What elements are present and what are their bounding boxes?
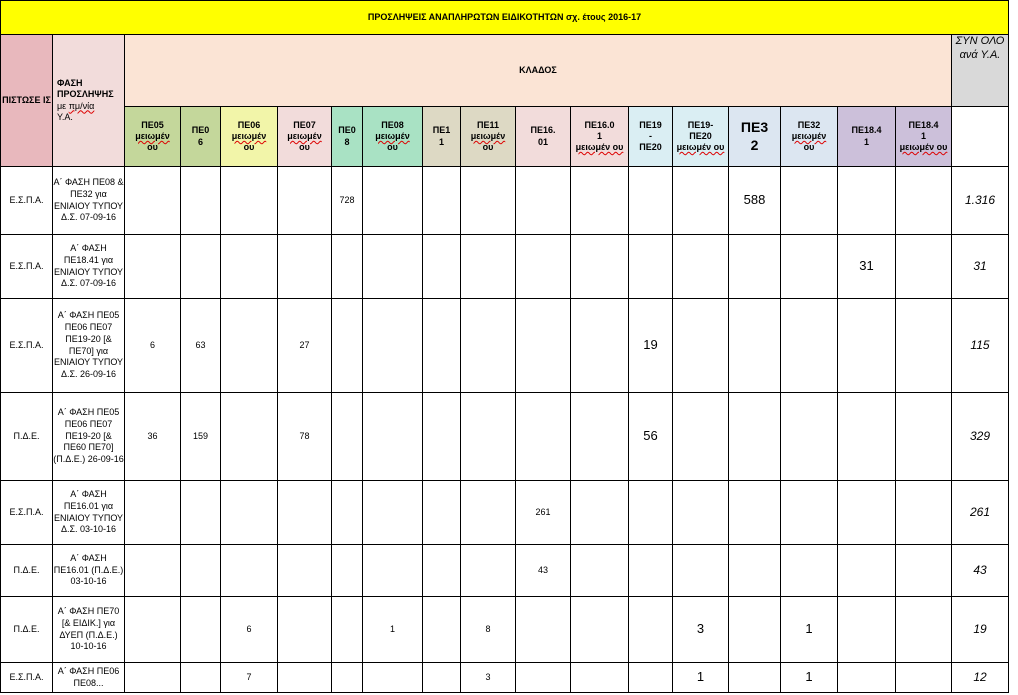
row-cell[interactable] bbox=[781, 481, 838, 545]
row-cell[interactable] bbox=[332, 663, 363, 693]
row-funding: Π.Δ.Ε. bbox=[1, 393, 53, 481]
column-code-line2: 01 bbox=[537, 136, 548, 147]
row-cell[interactable]: 7 bbox=[221, 663, 278, 693]
row-cell[interactable] bbox=[278, 663, 332, 693]
column-code-line3: ου bbox=[243, 142, 255, 153]
row-cell[interactable]: 1 bbox=[781, 597, 838, 663]
row-cell[interactable] bbox=[461, 481, 516, 545]
row-funding: Ε.Σ.Π.Α. bbox=[1, 235, 53, 299]
row-total: 12 bbox=[952, 663, 1009, 693]
row-cell[interactable] bbox=[571, 393, 629, 481]
row-cell[interactable] bbox=[461, 299, 516, 393]
column-code-line3: μειωμέν ου bbox=[676, 142, 725, 153]
row-cell[interactable] bbox=[278, 235, 332, 299]
row-cell[interactable]: 3 bbox=[673, 597, 729, 663]
row-cell[interactable] bbox=[423, 393, 461, 481]
column-header-2 bbox=[221, 107, 278, 167]
row-cell[interactable] bbox=[332, 235, 363, 299]
row-cell[interactable] bbox=[423, 235, 461, 299]
row-cell[interactable] bbox=[896, 393, 952, 481]
row-phase: Α΄ ΦΑΣΗ ΠΕ18.41 για ΕΝΙΑΙΟΥ ΤΥΠΟΥ Δ.Σ. 07-09-16 bbox=[53, 235, 125, 299]
column-header-5 bbox=[363, 107, 423, 167]
row-total: 329 bbox=[952, 393, 1009, 481]
row-cell[interactable] bbox=[781, 393, 838, 481]
row-cell[interactable] bbox=[516, 597, 571, 663]
row-cell[interactable] bbox=[423, 299, 461, 393]
header-pistoseis: ΠΙΣΤΩΣΕ ΙΣ bbox=[1, 35, 53, 167]
row-phase: Α΄ ΦΑΣΗ ΠΕ70 [& ΕΙΔΙΚ.] για ΔΥΕΠ (Π.Δ.Ε.) 10-10-16 bbox=[53, 597, 125, 663]
header-phase-title: ΦΑΣΗ ΠΡΟΣΛΗΨΗΣ bbox=[57, 78, 114, 100]
row-cell[interactable]: 6 bbox=[221, 597, 278, 663]
row-phase: Α΄ ΦΑΣΗ ΠΕ05 ΠΕ06 ΠΕ07 ΠΕ19-20 [& ΠΕ70] για ΕΝΙΑΙΟΥ ΤΥΠΟΥ Δ.Σ. 26-09-16 bbox=[53, 299, 125, 393]
row-cell[interactable]: 27 bbox=[278, 299, 332, 393]
header-phase-date: πμ/νία bbox=[68, 100, 95, 111]
row-cell[interactable] bbox=[571, 167, 629, 235]
row-cell[interactable]: 261 bbox=[516, 481, 571, 545]
table-row bbox=[1, 663, 1009, 693]
row-cell[interactable] bbox=[781, 299, 838, 393]
row-cell[interactable] bbox=[729, 545, 781, 597]
row-cell[interactable] bbox=[838, 545, 896, 597]
column-code-line2: μειωμέν bbox=[231, 130, 267, 141]
row-cell[interactable] bbox=[629, 167, 673, 235]
row-cell[interactable] bbox=[571, 597, 629, 663]
column-code-line2: μειωμέν bbox=[470, 130, 506, 141]
row-cell[interactable] bbox=[363, 545, 423, 597]
header-phase-ya: Υ.Α. bbox=[57, 111, 73, 122]
sheet-title: ΠΡΟΣΛΗΨΕΙΣ ΑΝΑΠΛΗΡΩΤΩΝ ΕΙΔΙΚΟΤΗΤΩΝ σχ. έτους 2016-17 bbox=[1, 1, 1009, 35]
row-cell[interactable] bbox=[629, 545, 673, 597]
row-cell[interactable] bbox=[571, 545, 629, 597]
row-cell[interactable] bbox=[363, 235, 423, 299]
row-cell[interactable]: 1 bbox=[363, 597, 423, 663]
column-code-line2: 1 bbox=[438, 136, 444, 147]
row-cell[interactable] bbox=[571, 663, 629, 693]
column-code-line3: μειωμέν ου bbox=[575, 142, 624, 153]
row-cell[interactable] bbox=[461, 545, 516, 597]
row-cell[interactable] bbox=[221, 393, 278, 481]
row-cell[interactable] bbox=[781, 167, 838, 235]
row-cell[interactable] bbox=[363, 393, 423, 481]
row-cell[interactable] bbox=[363, 481, 423, 545]
table-row bbox=[1, 393, 1009, 481]
row-total: 19 bbox=[952, 597, 1009, 663]
column-code-line2: 1 bbox=[920, 130, 926, 141]
row-cell[interactable] bbox=[363, 167, 423, 235]
row-cell[interactable]: 8 bbox=[461, 597, 516, 663]
row-cell[interactable] bbox=[181, 235, 221, 299]
row-cell[interactable] bbox=[461, 167, 516, 235]
row-phase: Α΄ ΦΑΣΗ ΠΕ16.01 (Π.Δ.Ε.) 03-10-16 bbox=[53, 545, 125, 597]
column-code-line2: 1 bbox=[863, 136, 869, 147]
column-code-line2: μειωμέν bbox=[287, 130, 322, 141]
row-cell[interactable] bbox=[332, 299, 363, 393]
row-cell[interactable] bbox=[516, 393, 571, 481]
table-row bbox=[1, 235, 1009, 299]
row-total: 115 bbox=[952, 299, 1009, 393]
column-code-line2: - bbox=[649, 130, 652, 141]
row-cell[interactable] bbox=[125, 481, 181, 545]
row-cell[interactable] bbox=[423, 545, 461, 597]
column-header-3 bbox=[278, 107, 332, 167]
row-cell[interactable] bbox=[729, 235, 781, 299]
row-cell[interactable] bbox=[332, 481, 363, 545]
column-code-line3: ΠΕ20 bbox=[639, 142, 662, 153]
row-cell[interactable]: 43 bbox=[516, 545, 571, 597]
column-header-0 bbox=[125, 107, 181, 167]
row-cell[interactable] bbox=[332, 597, 363, 663]
row-cell[interactable] bbox=[125, 597, 181, 663]
row-cell[interactable] bbox=[781, 235, 838, 299]
header-phase bbox=[53, 35, 125, 167]
row-cell[interactable] bbox=[896, 235, 952, 299]
column-code-line1: ΠΕ08 bbox=[381, 119, 404, 130]
row-cell[interactable] bbox=[673, 545, 729, 597]
row-funding: Ε.Σ.Π.Α. bbox=[1, 481, 53, 545]
row-cell[interactable] bbox=[516, 299, 571, 393]
column-code-line1: ΠΕ18.4 bbox=[908, 119, 939, 130]
column-code-line3: ου bbox=[299, 142, 310, 153]
row-cell[interactable] bbox=[896, 481, 952, 545]
column-code-line2: ΠΕ20 bbox=[689, 130, 712, 141]
row-cell[interactable] bbox=[423, 167, 461, 235]
column-header-6 bbox=[423, 107, 461, 167]
row-cell[interactable] bbox=[673, 481, 729, 545]
row-funding: Ε.Σ.Π.Α. bbox=[1, 663, 53, 693]
row-cell[interactable] bbox=[629, 663, 673, 693]
row-phase: Α΄ ΦΑΣΗ ΠΕ16.01 για ΕΝΙΑΙΟΥ ΤΥΠΟΥ Δ.Σ. 03-10-16 bbox=[53, 481, 125, 545]
column-header-4 bbox=[332, 107, 363, 167]
column-code-line1: ΠΕ07 bbox=[293, 119, 316, 130]
row-cell[interactable] bbox=[181, 167, 221, 235]
row-funding: Ε.Σ.Π.Α. bbox=[1, 299, 53, 393]
row-cell[interactable] bbox=[838, 167, 896, 235]
row-cell[interactable] bbox=[461, 235, 516, 299]
column-header-15 bbox=[896, 107, 952, 167]
row-cell[interactable] bbox=[221, 299, 278, 393]
row-cell[interactable] bbox=[125, 235, 181, 299]
column-code-line1: ΠΕ16. bbox=[530, 125, 556, 136]
row-total: 43 bbox=[952, 545, 1009, 597]
row-cell[interactable] bbox=[221, 235, 278, 299]
row-cell[interactable] bbox=[571, 235, 629, 299]
row-cell[interactable] bbox=[673, 167, 729, 235]
header-phase-prefix: με bbox=[57, 100, 69, 111]
row-cell[interactable]: 159 bbox=[181, 393, 221, 481]
column-code-line2: 2 bbox=[750, 136, 759, 153]
row-cell[interactable]: 728 bbox=[332, 167, 363, 235]
column-code-line1: ΠΕ05 bbox=[141, 119, 164, 130]
column-header-13 bbox=[781, 107, 838, 167]
column-code-line2: μειωμέν bbox=[791, 130, 827, 141]
column-header-14 bbox=[838, 107, 896, 167]
row-cell[interactable] bbox=[838, 299, 896, 393]
column-code-line3: ου bbox=[387, 142, 398, 153]
row-cell[interactable] bbox=[571, 481, 629, 545]
column-code-line2: 6 bbox=[197, 136, 203, 147]
row-phase: Α΄ ΦΑΣΗ ΠΕ06 ΠΕ08... bbox=[53, 663, 125, 693]
row-cell[interactable] bbox=[896, 597, 952, 663]
column-code-line1: ΠΕ0 bbox=[338, 125, 356, 136]
row-cell[interactable]: 63 bbox=[181, 299, 221, 393]
row-cell[interactable]: 56 bbox=[629, 393, 673, 481]
row-cell[interactable] bbox=[896, 299, 952, 393]
column-code-line3: ου bbox=[147, 142, 158, 153]
row-funding: Π.Δ.Ε. bbox=[1, 597, 53, 663]
column-code-line1: ΠΕ19 bbox=[639, 119, 662, 130]
row-cell[interactable] bbox=[181, 597, 221, 663]
column-code-line3: ου bbox=[803, 142, 815, 153]
column-code-line3: ου bbox=[482, 142, 494, 153]
row-cell[interactable] bbox=[278, 597, 332, 663]
row-cell[interactable] bbox=[729, 299, 781, 393]
row-cell[interactable] bbox=[673, 235, 729, 299]
table-row bbox=[1, 299, 1009, 393]
row-cell[interactable] bbox=[629, 481, 673, 545]
row-cell[interactable]: 6 bbox=[125, 299, 181, 393]
row-funding: Π.Δ.Ε. bbox=[1, 545, 53, 597]
row-cell[interactable] bbox=[423, 663, 461, 693]
row-cell[interactable] bbox=[363, 299, 423, 393]
table-row bbox=[1, 481, 1009, 545]
row-cell[interactable] bbox=[278, 167, 332, 235]
row-cell[interactable] bbox=[781, 545, 838, 597]
row-cell[interactable]: 1 bbox=[781, 663, 838, 693]
row-cell[interactable] bbox=[332, 393, 363, 481]
row-cell[interactable] bbox=[363, 663, 423, 693]
column-code-line1: ΠΕ06 bbox=[237, 119, 261, 130]
row-cell[interactable] bbox=[332, 545, 363, 597]
row-cell[interactable] bbox=[221, 481, 278, 545]
row-cell[interactable] bbox=[181, 481, 221, 545]
row-cell[interactable] bbox=[516, 235, 571, 299]
row-cell[interactable] bbox=[629, 597, 673, 663]
total-subheader bbox=[952, 107, 1009, 167]
column-code-line2: μειωμέν bbox=[135, 130, 170, 141]
row-cell[interactable] bbox=[181, 663, 221, 693]
row-cell[interactable] bbox=[729, 663, 781, 693]
column-header-9 bbox=[571, 107, 629, 167]
column-code-line1: ΠΕ0 bbox=[191, 125, 210, 136]
column-code-line1: ΠΕ19- bbox=[687, 119, 714, 130]
column-code-line1: ΠΕ18.4 bbox=[851, 125, 882, 136]
row-total: 1.316 bbox=[952, 167, 1009, 235]
row-cell[interactable] bbox=[838, 481, 896, 545]
row-total: 261 bbox=[952, 481, 1009, 545]
column-header-12 bbox=[729, 107, 781, 167]
row-cell[interactable] bbox=[125, 663, 181, 693]
row-cell[interactable] bbox=[896, 663, 952, 693]
row-cell[interactable] bbox=[125, 167, 181, 235]
column-code-line3: μειωμέν ου bbox=[899, 142, 948, 153]
column-code-line1: ΠΕ3 bbox=[740, 119, 769, 135]
row-cell[interactable] bbox=[221, 545, 278, 597]
row-cell[interactable] bbox=[629, 235, 673, 299]
column-header-1 bbox=[181, 107, 221, 167]
row-cell[interactable] bbox=[673, 299, 729, 393]
row-cell[interactable] bbox=[423, 481, 461, 545]
row-cell[interactable] bbox=[729, 393, 781, 481]
header-total: ΣΥΝ ΟΛΟ ανά Υ.Α. bbox=[952, 35, 1009, 107]
row-cell[interactable] bbox=[729, 481, 781, 545]
table-row bbox=[1, 597, 1009, 663]
row-cell[interactable] bbox=[423, 597, 461, 663]
row-cell[interactable] bbox=[516, 663, 571, 693]
row-cell[interactable]: 36 bbox=[125, 393, 181, 481]
row-cell[interactable]: 19 bbox=[629, 299, 673, 393]
row-cell[interactable] bbox=[896, 167, 952, 235]
column-code-line2: 8 bbox=[344, 136, 350, 147]
column-header-8 bbox=[516, 107, 571, 167]
row-cell[interactable] bbox=[181, 545, 221, 597]
row-cell[interactable]: 78 bbox=[278, 393, 332, 481]
row-cell[interactable] bbox=[838, 597, 896, 663]
table-row bbox=[1, 545, 1009, 597]
row-funding: Ε.Σ.Π.Α. bbox=[1, 167, 53, 235]
row-cell[interactable] bbox=[673, 393, 729, 481]
row-cell[interactable]: 1 bbox=[673, 663, 729, 693]
row-cell[interactable] bbox=[838, 393, 896, 481]
header-kladoi: ΚΛΑΔΟΣ bbox=[125, 35, 952, 107]
row-total: 31 bbox=[952, 235, 1009, 299]
column-header-7 bbox=[461, 107, 516, 167]
column-code-line2: μειωμέν bbox=[375, 130, 410, 141]
column-code-line1: ΠΕ1 bbox=[432, 125, 451, 136]
row-cell[interactable] bbox=[278, 545, 332, 597]
column-code-line1: ΠΕ16.0 bbox=[584, 119, 615, 130]
row-cell[interactable]: 3 bbox=[461, 663, 516, 693]
row-cell[interactable] bbox=[516, 167, 571, 235]
row-cell[interactable] bbox=[125, 545, 181, 597]
table-row bbox=[1, 167, 1009, 235]
column-code-line2: 1 bbox=[596, 130, 602, 141]
column-header-11 bbox=[673, 107, 729, 167]
row-phase: Α΄ ΦΑΣΗ ΠΕ05 ΠΕ06 ΠΕ07 ΠΕ19-20 [& ΠΕ60 ΠΕ70] (Π.Δ.Ε.) 26-09-16 bbox=[53, 393, 125, 481]
row-cell[interactable] bbox=[838, 663, 896, 693]
column-code-line1: ΠΕ11 bbox=[476, 119, 500, 130]
row-cell[interactable] bbox=[729, 597, 781, 663]
column-header-10 bbox=[629, 107, 673, 167]
row-cell[interactable] bbox=[571, 299, 629, 393]
row-cell[interactable]: 588 bbox=[729, 167, 781, 235]
row-cell[interactable] bbox=[221, 167, 278, 235]
row-cell[interactable] bbox=[461, 393, 516, 481]
row-cell[interactable] bbox=[896, 545, 952, 597]
row-phase: Α΄ ΦΑΣΗ ΠΕ08 & ΠΕ32 για ΕΝΙΑΙΟΥ ΤΥΠΟΥ Δ.Σ. 07-09-16 bbox=[53, 167, 125, 235]
row-cell[interactable]: 31 bbox=[838, 235, 896, 299]
row-cell[interactable] bbox=[278, 481, 332, 545]
column-code-line1: ΠΕ32 bbox=[797, 119, 821, 130]
